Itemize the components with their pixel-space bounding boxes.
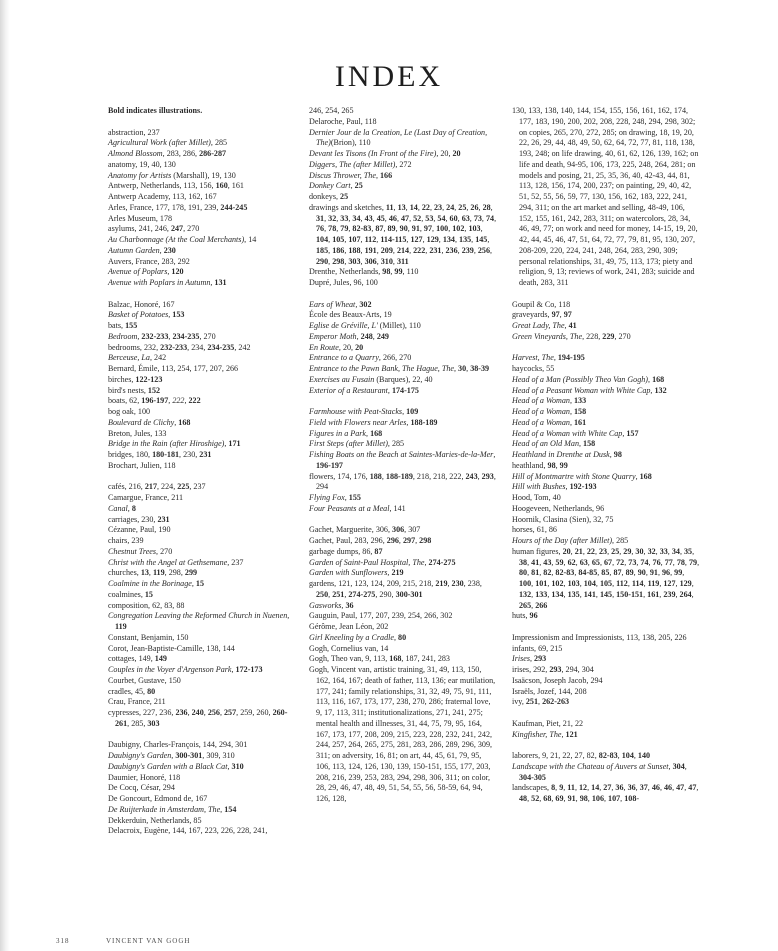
index-entry: De Ruijterkade in Amsterdam, The, 154 — [108, 804, 237, 814]
index-entry: Discus Thrower, The, 166 — [309, 170, 393, 180]
index-entry: bats, 155 — [108, 321, 138, 330]
index-entry: Harvest, The, 194-195 — [512, 353, 585, 363]
index-entry: 246, 254, 265 — [309, 106, 354, 115]
index-entry: carriages, 230, 231 — [108, 514, 170, 524]
index-entry: Daumier, Honoré, 118 — [108, 772, 181, 782]
index-entry: Arles, France, 177, 178, 191, 239, 244-245 — [108, 202, 248, 212]
index-entry: Hoornik, Clasina (Sien), 32, 75 — [512, 514, 614, 524]
index-entry: Entrance to the Pawn Bank, The Hague, The, 30, 38-39 — [309, 364, 490, 373]
index-entry: cypresses, 227, 236, 236, 240, 256, 257, 259, 260, 260-261, 285, 303 — [108, 708, 288, 728]
index-entry: Heathland in Drenthe at Dusk, 98 — [512, 450, 622, 459]
index-entry: Kaufman, Piet, 21, 22 — [512, 718, 584, 728]
index-entry: flowers, 174, 176, 188, 188-189, 218, 218, 222, 243, 293, 294 — [309, 471, 496, 492]
index-entry: irises, 292, 293, 294, 304 — [512, 665, 594, 674]
index-entry: Gauguin, Paul, 177, 207, 239, 254, 266, 302 — [309, 611, 453, 621]
index-entry: Arles Museum, 178 — [108, 213, 173, 223]
index-entry: Irises, 293 — [512, 654, 547, 664]
index-entry: Congregation Leaving the Reformed Church in Nuenen, 119 — [108, 611, 290, 631]
index-entry: Berceuse, La, 242 — [108, 353, 167, 363]
index-entry: Head of a Man (Possibly Theo Van Gogh), 168 — [512, 374, 665, 384]
index-entry: Flying Fox, 155 — [309, 493, 361, 502]
index-entry: Head of a Woman, 161 — [512, 417, 587, 427]
index-entry: Drenthe, Netherlands, 98, 99, 110 — [309, 267, 419, 277]
index-entry: Ears of Wheat, 302 — [309, 299, 372, 309]
index-entry: Delaroche, Paul, 118 — [309, 116, 377, 126]
index-entry: Field with Flowers near Arles, 188-189 — [309, 417, 438, 427]
index-entry: Corot, Jean-Baptiste-Camille, 138, 144 — [108, 643, 235, 653]
index-entry: drawings and sketches, 11, 13, 14, 22, 23, 24, 25, 26, 28, 31, 32, 33, 34, 43, 45, 46, 47, 52, 53, 54, 60, 63, 73, 74, 76, 78, 79, 82-83, 87, 89, 90, 91, 97, 100, 102, 103, 104, 105, 107, 112, 114-115, 127, 129, 134, 135, 145, 185, 186, 188, 191, 209, 214, 222, 231, 236, 239, 256, 290, 298, 303, 306, 310, 311 — [309, 202, 497, 266]
index-entry: churches, 13, 119, 298, 299 — [108, 568, 198, 578]
index-entry: Hours of the Day (after Millet), 285 — [512, 536, 629, 545]
index-entry: Gogh, Theo van, 9, 113, 168, 187, 241, 283 — [309, 654, 450, 664]
index-entry: landscapes, 8, 9, 11, 12, 14, 27, 36, 36, 37, 46, 46, 47, 47, 48, 52, 68, 69, 91, 98, 106, 107, 108- — [512, 783, 699, 803]
index-entry: garbage dumps, 86, 87 — [309, 546, 383, 556]
index-entry: Camargue, France, 211 — [108, 493, 184, 502]
index-entry: De Goncourt, Edmond de, 167 — [108, 794, 208, 803]
index-entry: Hoogeveen, Netherlands, 96 — [512, 503, 605, 513]
index-entry: Figures in a Park, 168 — [309, 428, 383, 438]
index-entry: En Route, 20, 20 — [309, 342, 364, 352]
index-entry: Agricultural Work (after Millet), 285 — [108, 138, 228, 148]
index-entry: gardens, 121, 123, 124, 209, 215, 218, 219, 230, 238, 250, 251, 274-275, 290, 300-301 — [309, 579, 482, 599]
index-entry: Dupré, Jules, 96, 100 — [309, 278, 378, 287]
index-entry: Goupil & Co, 118 — [512, 299, 571, 309]
index-entry: De Cocq, César, 294 — [108, 783, 175, 793]
index-entry: ivy, 251, 262-263 — [512, 697, 570, 707]
index-entry: Garden with Sunflowers, 219 — [309, 568, 404, 578]
index-entry: Antwerp, Netherlands, 113, 156, 160, 161 — [108, 181, 244, 191]
index-entry: Exterior of a Restaurant, 174-175 — [309, 385, 419, 395]
index-entry: Gogh, Cornelius van, 14 — [309, 643, 389, 653]
index-entry: Boulevard de Clichy, 168 — [108, 417, 191, 427]
index-entry: asylums, 241, 246, 247, 270 — [108, 224, 200, 234]
page-footer — [56, 937, 190, 945]
index-entry: Hood, Tom, 40 — [512, 493, 561, 502]
index-entry: coalmines, 15 — [108, 589, 153, 599]
index-entry: Avenue of Poplars, 120 — [108, 267, 184, 277]
index-entry: graveyards, 97, 97 — [512, 310, 572, 320]
index-entry: Au Charbonnage (At the Coal Merchants), 14 — [108, 235, 257, 244]
index-entry: Head of a Woman, 133 — [512, 396, 587, 406]
index-entry: infants, 69, 215 — [512, 643, 563, 653]
bold-note: Bold indicates illustrations. — [108, 106, 203, 115]
index-entry: Kingfisher, The, 121 — [512, 729, 578, 739]
index-entry: Crau, France, 211 — [108, 697, 166, 707]
index-entry: Hill with Bushes, 192-193 — [512, 482, 597, 492]
index-entry: Anatomy for Artists (Marshall), 19, 130 — [108, 170, 236, 180]
index-entry: Auvers, France, 283, 292 — [108, 256, 190, 266]
index-entry: Devant les Tisons (In Front of the Fire), 20, 20 — [309, 149, 461, 158]
index-entry: cradles, 45, 80 — [108, 686, 156, 696]
index-entry: huts, 96 — [512, 611, 538, 621]
index-entry: Daubigny's Garden with a Black Cat, 310 — [108, 761, 244, 771]
index-entry: Four Peasants at a Meal, 141 — [309, 503, 406, 513]
index-entry: Antwerp Academy, 113, 162, 167 — [108, 192, 217, 201]
index-entry: boats, 62, 196-197, 222, 222 — [108, 396, 201, 406]
index-entry: Girl Kneeling by a Cradle, 80 — [309, 632, 407, 642]
index-entry: Courbet, Gustave, 150 — [108, 675, 181, 685]
index-entry: Gachet, Paul, 283, 296, 296, 297, 298 — [309, 536, 432, 545]
index-entry: Great Lady, The, 41 — [512, 321, 577, 330]
page-title: INDEX — [334, 60, 444, 93]
index-entry: composition, 62, 83, 88 — [108, 600, 185, 610]
index-entry: bridges, 180, 180-181, 230, 231 — [108, 450, 212, 459]
index-entry: Israëls, Jozef, 144, 208 — [512, 686, 587, 696]
index-entry: horses, 61, 86 — [512, 525, 557, 535]
index-entry: Gasworks, 36 — [309, 600, 354, 610]
index-entry: Farmhouse with Peat-Stacks, 109 — [309, 407, 419, 416]
index-entry: bog oak, 100 — [108, 407, 151, 416]
index-entry: Gachet, Marguerite, 306, 306, 307 — [309, 525, 421, 535]
book-spine-shadow — [0, 0, 10, 951]
index-entry: Dekkerduin, Netherlands, 85 — [108, 815, 202, 825]
index-entry: Chestnut Trees, 270 — [108, 546, 173, 556]
index-entry: Christ with the Angel at Gethsemane, 237 — [108, 557, 244, 567]
index-entry: Basket of Potatoes, 153 — [108, 310, 185, 320]
index-entry: Almond Blossom, 283, 286, 286-287 — [108, 149, 227, 158]
page-number: 318 — [56, 937, 70, 945]
index-entry: Cézanne, Paul, 190 — [108, 525, 171, 535]
index-entry: École des Beaux-Arts, 19 — [309, 310, 392, 320]
index-entry: birches, 122-123 — [108, 374, 163, 384]
index-entry: Avenue with Poplars in Autumn, 131 — [108, 278, 227, 287]
index-entry: Head of a Woman, 158 — [512, 407, 587, 416]
index-entry: Bridge in the Rain (after Hiroshige), 171 — [108, 439, 241, 449]
index-entry: Entrance to a Quarry, 266, 270 — [309, 353, 412, 363]
index-entry: cafés, 216, 217, 224, 225, 237 — [108, 482, 206, 492]
index-entry: Bernard, Émile, 113, 254, 177, 207, 266 — [108, 364, 239, 373]
index-entry: bedrooms, 232, 232-233, 234, 234-235, 242 — [108, 342, 251, 352]
index-entry: Bedroom, 232-233, 234-235, 270 — [108, 331, 216, 341]
index-entry: Landscape with the Chateau of Auvers at Sunset, 304, 304-305 — [512, 761, 687, 782]
running-title: VINCENT VAN GOGH — [106, 937, 191, 945]
index-entry: Head of a Peasant Woman with White Cap, 132 — [512, 385, 667, 395]
index-entry: chairs, 239 — [108, 536, 144, 545]
index-entry: Brochart, Julien, 118 — [108, 460, 176, 470]
index-entry: Couples in the Voyer d'Argenson Park, 172-173 — [108, 665, 263, 674]
index-column-1 — [108, 106, 296, 837]
index-entry: Coalmine in the Borinage, 15 — [108, 579, 204, 588]
index-entry: Exercises au Fusain (Barques), 22, 40 — [309, 374, 433, 384]
index-entry: Isaäcson, Joseph Jacob, 294 — [512, 675, 603, 685]
index-entry: Impressionism and Impressionists, 113, 138, 205, 226 — [512, 632, 687, 642]
index-entry: human figures, 20, 21, 22, 23, 25, 29, 30, 32, 33, 34, 35, 38, 41, 43, 59, 62, 63, 65, 67, 72, 73, 74, 76, 77, 78, 79, 80, 81, 82, 82-83, 84-85, 85, 87, 89, 90, 91, 96, 99, 100, 101, 102, 103, 104, 105, 112, 114, 119, 127, 129, 132, 133, 134, 135, 141, 145, 150-151, 161, 239, 264, 265, 266 — [512, 546, 700, 610]
index-entry: Gogh, Vincent van, artistic training, 31, 49, 113, 150, 162, 164, 167; death of father, 113, 136; ear mutilation, 177, 241; family relationships, 31, 32, 49, 75, 91, 111, 113, 116, 167, 173, 177, 238, 270, 286; fraternal love, 9, 17, 113, 311; institutionalizations, 271, 241, 275; mental health and illnesses, 31, 44, 75, 79, 95, 164, 167, 173, 177, 208, 209, 215, 223, 228, 232, 241, 242, 244, 257, 264, 265, 275, 281, 283, 286, 289, 296, 309, 311; on adversity, 16, 81; on art, 44, 45, 61, 79, 95, 106, 113, 124, 126, 130, 139, 150-151, 155, 177, 203, 208, 216, 239, 253, 283, 294, 298, 306, 311; on color, 28, 29, 46, 47, 48, 49, 51, 54, 55, 56, 58-59, 64, 94, 126, 128, — [309, 665, 496, 803]
index-entry: Dernier Jour de la Creation, Le (Last Day of Creation, The)(Brion), 110 — [309, 127, 488, 148]
index-entry: Canal, 8 — [108, 503, 136, 513]
index-entry: Head of an Old Man, 158 — [512, 439, 596, 449]
index-entry: Gérôme, Jean Léon, 202 — [309, 622, 389, 631]
index-entry: Hill of Montmartre with Stone Quarry, 168 — [512, 471, 652, 481]
index-entry: Daubigny, Charles-François, 144, 294, 301 — [108, 740, 248, 750]
index-entry: donkeys, 25 — [309, 192, 349, 201]
index-entry: Autumn Garden, 230 — [108, 245, 176, 255]
index-entry: heathland, 98, 99 — [512, 460, 568, 470]
index-column-3 — [512, 106, 700, 805]
index-entry: Breton, Jules, 133 — [108, 428, 167, 438]
index-entry: anatomy, 19, 40, 130 — [108, 159, 176, 169]
index-entry: Daubigny's Garden, 300-301, 309, 310 — [108, 751, 235, 760]
index-entry: Fishing Boats on the Beach at Saintes-Maries-de-la-Mer, 196-197 — [309, 450, 496, 470]
index-entry: Balzac, Honoré, 167 — [108, 299, 175, 309]
index-entry: Diggers, The (after Millet), 272 — [309, 159, 412, 169]
index-entry: cottages, 149, 149 — [108, 654, 167, 664]
index-entry: Garden of Saint-Paul Hospital, The, 274-275 — [309, 557, 456, 567]
index-entry: bird's nests, 152 — [108, 385, 161, 395]
index-entry: abstraction, 237 — [108, 127, 160, 137]
index-entry: Delacroix, Eugène, 144, 167, 223, 226, 228, 241, — [108, 826, 268, 836]
index-entry: Constant, Benjamin, 150 — [108, 632, 189, 642]
index-entry: Head of a Woman with White Cap, 157 — [512, 428, 639, 438]
index-entry: laborers, 9, 21, 22, 27, 82, 82-83, 104, 140 — [512, 751, 651, 760]
index-column-2 — [309, 106, 497, 805]
index-entry: Green Vineyards, The, 228, 229, 270 — [512, 331, 631, 341]
index-entry: First Steps (after Millet), 285 — [309, 439, 405, 449]
index-entry: 130, 133, 138, 140, 144, 154, 155, 156, 161, 162, 174, 177, 183, 190, 200, 202, 208, 228, 248, 294, 298, 302; on copies, 265, 270, 272, 285; on drawing, 18, 19, 20, 22, 26, 29, 44, 48, 49, 50, 62, 64, 72, 77, 81, 118, 138, 193, 248; on life drawing, 40, 61, 62, 126, 139, 162; on life and death, 94-95, 106, 173, 225, 248, 264, 281; on models and posing, 21, 25, 35, 36, 40, 42-43, 44, 81, 113, 128, 156, 174, 200, 237; on painting, 29, 40, 42, 51, 52, 55, 56, 59, 77, 130, 156, 162, 183, 222, 241, 294, 311; on the art market and selling, 48-49, 106, 152, 155, 161, 242, 283, 311; on watercolors, 28, 34, 46, 49, 77; on work and need for money, 14-15, 19, 20, 42, 44, 45, 46, 47, 51, 64, 72, 77, 79, 81, 95, 130, 207, 208-209, 220, 224, 241, 248, 264, 283, 290, 309; personal relationships, 31, 49, 75, 113, 173; piety and religion, 9, 13; reviews of work, 241, 283; suicide and death, 283, 311 — [512, 106, 699, 287]
index-entry: haycocks, 55 — [512, 364, 555, 373]
index-entry: Eglise de Gréville, L' (Millet), 110 — [309, 321, 421, 330]
index-entry: Emperor Moth, 248, 249 — [309, 331, 389, 341]
index-entry: Donkey Cart, 25 — [309, 181, 363, 191]
